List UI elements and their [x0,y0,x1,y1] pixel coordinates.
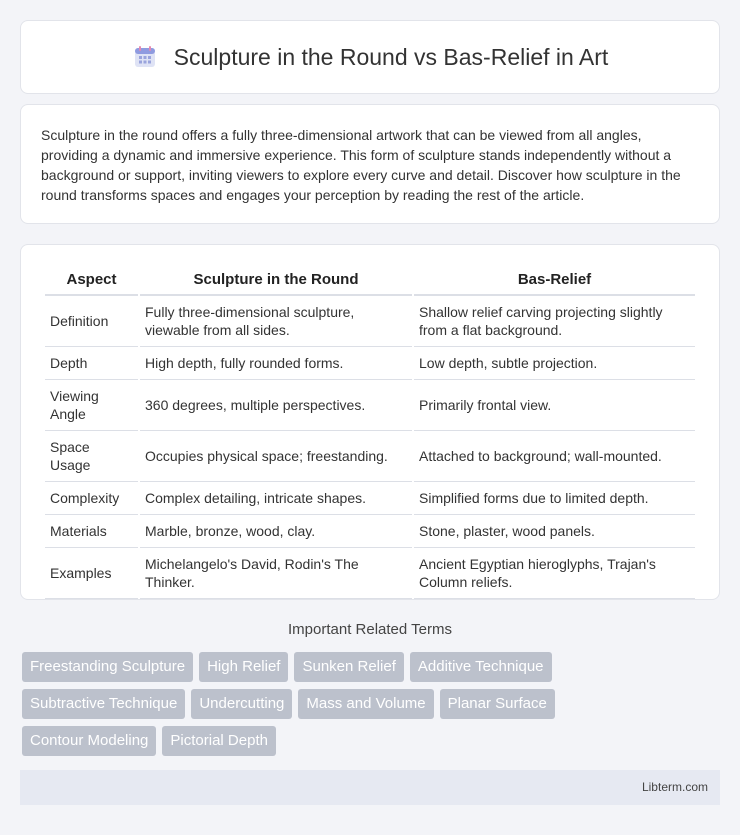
row-relief-value: Primarily frontal view. [414,380,695,431]
row-relief-value: Stone, plaster, wood panels. [414,515,695,548]
row-relief-value: Simplified forms due to limited depth. [414,482,695,515]
calendar-icon [132,44,158,70]
tag-freestanding-sculpture[interactable]: Freestanding Sculpture [22,652,193,682]
tag-mass-and-volume[interactable]: Mass and Volume [298,689,433,719]
tag-contour-modeling[interactable]: Contour Modeling [22,726,156,756]
header [20,20,720,94]
row-relief-value: Low depth, subtle projection. [414,347,695,380]
footer [20,770,720,805]
table-row [45,515,695,548]
row-aspect: Examples [45,548,138,599]
table-row [45,431,695,482]
row-round-value: Complex detailing, intricate shapes. [140,482,412,515]
table-row [45,548,695,599]
table-header-row [45,265,695,296]
row-relief-value: Attached to background; wall-mounted. [414,431,695,482]
intro-card [20,104,720,224]
table-row [45,482,695,515]
row-aspect: Depth [45,347,138,380]
tag-sunken-relief[interactable]: Sunken Relief [294,652,403,682]
header-sculpture-in-round: Sculpture in the Round [140,265,412,296]
tag-planar-surface[interactable]: Planar Surface [440,689,555,719]
row-round-value: Michelangelo's David, Rodin's The Thinker. [140,548,412,599]
comparison-card [20,244,720,600]
table-row [45,296,695,347]
tag-undercutting[interactable]: Undercutting [191,689,292,719]
row-aspect: Space Usage [45,431,138,482]
table-row [45,380,695,431]
related-terms-list [22,652,622,763]
row-round-value: Marble, bronze, wood, clay. [140,515,412,548]
row-round-value: Occupies physical space; freestanding. [140,431,412,482]
header-bas-relief: Bas-Relief [414,265,695,296]
row-relief-value: Shallow relief carving projecting slightly from a flat background. [414,296,695,347]
row-aspect: Viewing Angle [45,380,138,431]
tag-subtractive-technique[interactable]: Subtractive Technique [22,689,185,719]
related-terms-title: Important Related Terms [288,621,452,638]
page-title: Sculpture in the Round vs Bas-Relief in Art [173,43,609,70]
header-aspect: Aspect [45,265,138,296]
row-relief-value: Ancient Egyptian hieroglyphs, Trajan's Column reliefs. [414,548,695,599]
intro-text: Sculpture in the round offers a fully three-dimensional artwork that can be viewed from all angles, providing a dynamic and immersive experience. This form of sculpture stands independently without a background or support, inviting viewers to explore every curve and detail. Discover how sculpture in the round transforms spaces and engages your perception by reading the rest of the article. [41,127,681,203]
table-row [45,347,695,380]
row-aspect: Materials [45,515,138,548]
row-aspect: Complexity [45,482,138,515]
tag-additive-technique[interactable]: Additive Technique [410,652,552,682]
comparison-table [43,265,697,599]
footer-site-link[interactable]: Libterm.com [641,780,708,794]
row-round-value: Fully three-dimensional sculpture, viewable from all sides. [140,296,412,347]
tag-high-relief[interactable]: High Relief [199,652,288,682]
row-aspect: Definition [45,296,138,347]
row-round-value: 360 degrees, multiple perspectives. [140,380,412,431]
tag-pictorial-depth[interactable]: Pictorial Depth [162,726,276,756]
row-round-value: High depth, fully rounded forms. [140,347,412,380]
